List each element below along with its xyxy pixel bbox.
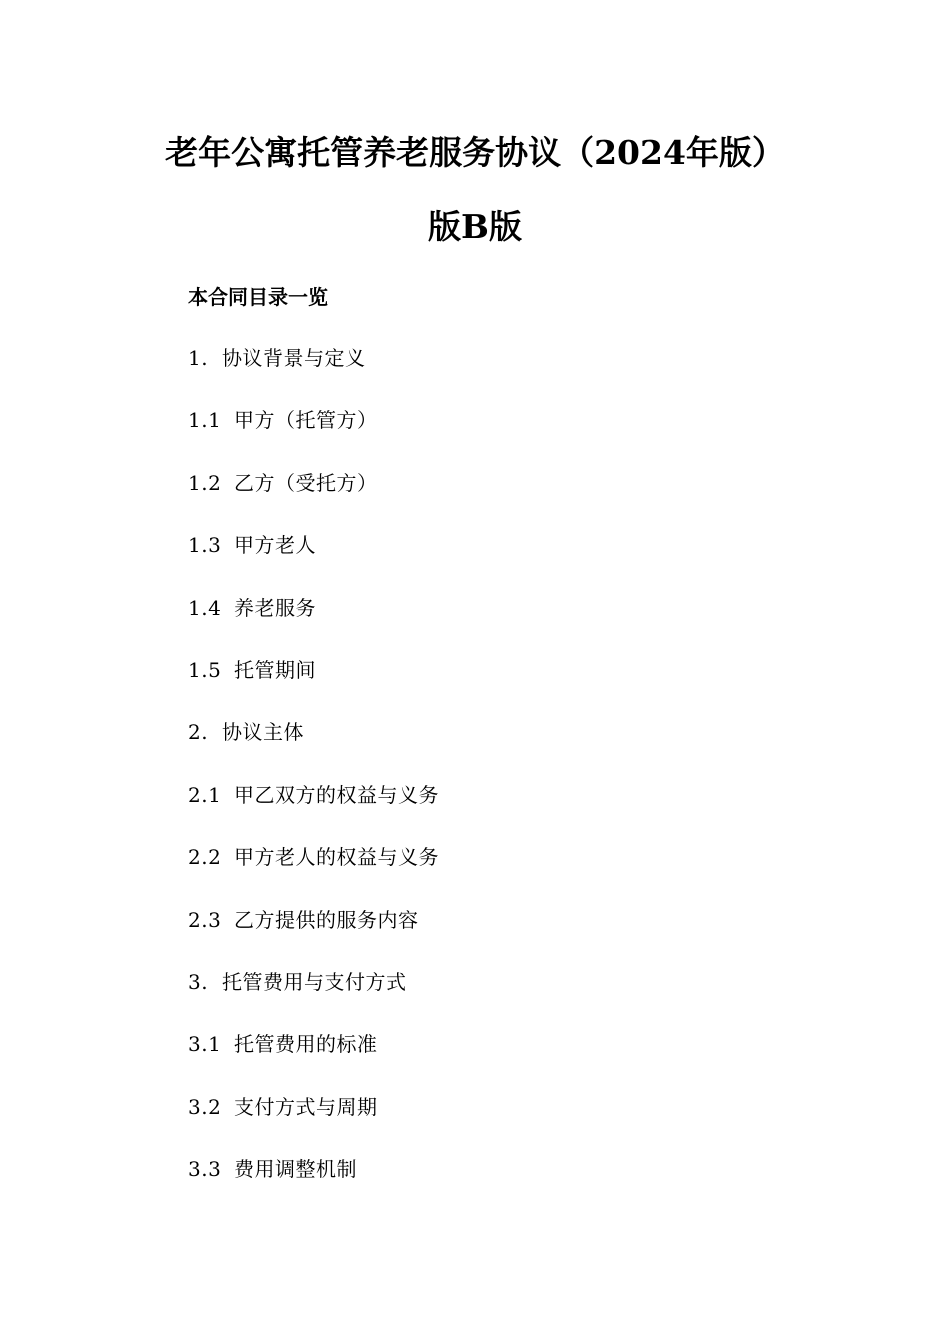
toc-item	[188, 1155, 439, 1217]
toc-item	[188, 718, 439, 780]
toc-item-text: 托管期间	[234, 657, 316, 682]
toc-item-text: 协议主体	[222, 720, 304, 745]
toc-item-text: 乙方提供的服务内容	[234, 907, 419, 932]
toc-item-number: 1.4	[188, 595, 222, 620]
toc-item	[188, 781, 439, 843]
toc-item-text: 支付方式与周期	[234, 1094, 378, 1119]
toc-item-text: 乙方（受托方）	[234, 470, 378, 495]
toc-item-number: 2.	[188, 720, 209, 745]
toc-item-number: 1.2	[188, 470, 222, 495]
toc-item-text: 甲方老人的权益与义务	[234, 845, 439, 870]
toc-item-number: 3.1	[188, 1032, 222, 1057]
document-title: 老年公寓托管养老服务协议（2024年版）	[165, 133, 785, 172]
toc-item-number: 2.2	[188, 845, 222, 870]
toc-item	[188, 656, 439, 718]
toc-heading: 本合同目录一览	[188, 285, 328, 309]
toc-item-text: 甲方（托管方）	[234, 408, 378, 433]
toc-item-number: 1.3	[188, 533, 222, 558]
toc-item	[188, 594, 439, 656]
toc-item-number: 1.1	[188, 408, 222, 433]
toc-item-text: 费用调整机制	[234, 1157, 357, 1182]
toc-item-text: 甲乙双方的权益与义务	[234, 782, 439, 807]
toc-item	[188, 906, 439, 968]
document-subtitle: 版B版	[428, 207, 522, 246]
toc-item-text: 托管费用的标准	[234, 1032, 378, 1057]
toc-item-number: 2.1	[188, 782, 222, 807]
toc-item-number: 3.	[188, 969, 209, 994]
toc-item	[188, 406, 439, 468]
toc-item	[188, 531, 439, 593]
toc-item-number: 1.5	[188, 657, 222, 682]
toc-item-text: 养老服务	[234, 595, 316, 620]
toc-item	[188, 843, 439, 905]
toc-item-text: 托管费用与支付方式	[222, 969, 407, 994]
toc-item-number: 3.2	[188, 1094, 222, 1119]
toc-item-text: 甲方老人	[234, 533, 316, 558]
table-of-contents	[188, 344, 439, 1217]
toc-item	[188, 1030, 439, 1092]
toc-item	[188, 469, 439, 531]
toc-item-number: 3.3	[188, 1157, 222, 1182]
toc-item-number: 2.3	[188, 907, 222, 932]
toc-item	[188, 1093, 439, 1155]
toc-item	[188, 344, 439, 406]
toc-item-text: 协议背景与定义	[222, 346, 366, 370]
toc-item	[188, 968, 439, 1030]
toc-item-number: 1.	[188, 346, 209, 370]
